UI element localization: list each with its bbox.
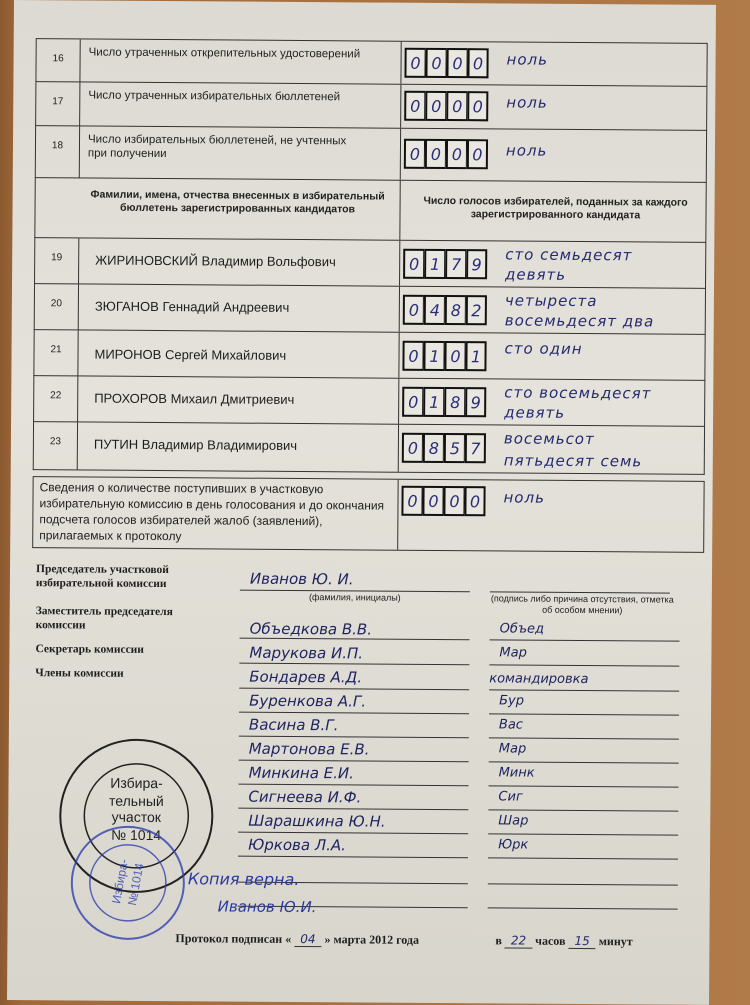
table-row	[35, 38, 707, 87]
member-name: Васина В.Г.	[248, 715, 339, 735]
header-candidates: Фамилии, имена, отчества внесенных в избирательный бюллетень зарегистрированных кандидатов	[90, 188, 385, 216]
footer-hours-label: часов	[535, 933, 566, 948]
digit-box: 0	[467, 91, 488, 121]
table-row	[35, 126, 707, 183]
member-signature: Минк	[498, 765, 535, 781]
member-name: Буренкова А.Г.	[249, 691, 367, 711]
document-page	[7, 0, 716, 1005]
table-row	[35, 82, 707, 131]
digit-box: 0	[446, 139, 467, 169]
stamp-text: № 1014	[124, 861, 147, 907]
digit-box: 2	[466, 295, 487, 325]
stamp-text: № 1014	[111, 826, 162, 844]
members-label: Члены комиссии	[35, 667, 124, 680]
row-number: 21	[34, 330, 78, 375]
stamp-text: тельный	[109, 792, 164, 810]
caption-signature: (подпись либо причина отсутствия, отметка об особом мнении)	[490, 593, 674, 616]
digit-box: 8	[444, 387, 465, 417]
row-label: Число избирательных бюллетеней, не учтенных при получении	[87, 133, 347, 161]
member-name: Объедкова В.В.	[249, 619, 373, 639]
words-line-1: восемьсот	[503, 429, 595, 449]
member-signature: Объед	[499, 621, 545, 637]
stamp-text: участок	[111, 808, 161, 826]
footer-month: » марта 2012 года	[324, 932, 420, 947]
digit-box: 0	[425, 91, 446, 121]
row-number: 16	[36, 39, 80, 81]
footer-minutes-label: минут	[598, 934, 633, 949]
digit-box: 7	[445, 249, 466, 279]
row-number: 19	[35, 238, 79, 283]
member-name: Бондарев А.Д.	[249, 667, 363, 687]
chairman-name: Иванов Ю. И.	[249, 569, 354, 589]
stamp-blue	[67, 822, 188, 943]
words-line-2: девять	[504, 403, 566, 422]
member-signature: Мар	[499, 645, 527, 661]
digit-box: 0	[404, 48, 425, 78]
digit-box: 9	[465, 387, 486, 417]
footer-minutes: 15	[568, 934, 595, 949]
words-line-1: сто один	[504, 339, 583, 358]
digit-box: 0	[446, 48, 467, 78]
member-signature: Шар	[498, 813, 529, 829]
deputy-label: Заместитель председателя комиссии	[35, 605, 173, 632]
caption-name: (фамилия, инициалы)	[308, 592, 401, 603]
footer-day: 04	[294, 932, 321, 947]
digit-box: 0	[467, 48, 488, 78]
candidate-row	[33, 422, 705, 475]
words-line-1: сто восемьдесят	[504, 383, 652, 403]
row-number: 17	[36, 82, 80, 125]
digit-box: 0	[425, 139, 446, 169]
footer-prefix: Протокол подписан «	[175, 931, 292, 946]
candidate-name: МИРОНОВ Сергей Михайлович	[94, 346, 287, 363]
secretary-label: Секретарь комиссии	[35, 643, 145, 656]
digit-box: 0	[402, 433, 423, 463]
digit-box: 9	[466, 249, 487, 279]
digit-box: 1	[423, 387, 444, 417]
member-signature: командировка	[489, 671, 589, 688]
digit-box: 0	[403, 295, 424, 325]
words-line-1: сто семьдесят	[505, 245, 633, 265]
words-line-2: девять	[505, 265, 567, 284]
member-name: Минкина Е.И.	[248, 763, 354, 783]
candidate-row	[33, 330, 705, 381]
row-label: Число утраченных открепительных удостоверений	[88, 46, 361, 61]
candidate-row	[34, 284, 706, 335]
candidate-name: ЖИРИНОВСКИЙ Владимир Вольфович	[95, 252, 336, 270]
digit-box: 0	[404, 139, 425, 169]
value-in-words: ноль	[506, 93, 548, 112]
row-label: Число утраченных избирательных бюллетеней	[88, 89, 341, 104]
row-number: 22	[34, 376, 78, 421]
digit-box: 8	[445, 295, 466, 325]
digit-box: 8	[423, 433, 444, 463]
member-name: Мартонова Е.В.	[248, 739, 370, 759]
stamp-text: Избира-	[109, 858, 131, 905]
member-name: Юркова Л.А.	[248, 835, 347, 855]
words-line-2: пятьдесят семь	[503, 451, 643, 471]
complaints-row	[32, 476, 704, 553]
digit-box: 0	[467, 139, 488, 169]
row-number: 20	[35, 284, 79, 329]
words-line-1: четыреста	[504, 291, 598, 311]
candidate-row	[33, 376, 705, 427]
digit-box: 0	[443, 486, 464, 516]
digit-box: 0	[422, 486, 443, 516]
digit-box: 1	[465, 341, 486, 371]
footer-time	[495, 933, 632, 949]
digit-box: 0	[404, 91, 425, 121]
digit-box: 0	[401, 486, 422, 516]
member-signature: Вас	[498, 717, 524, 733]
footer-hours: 22	[505, 933, 532, 948]
digit-box: 0	[425, 48, 446, 78]
digit-box: 1	[423, 341, 444, 371]
member-signature: Мар	[498, 741, 527, 757]
value-in-words: ноль	[506, 50, 549, 69]
digit-box: 0	[402, 341, 423, 371]
member-signature: Юрк	[498, 837, 529, 853]
copy-certified-note: Копия верна.	[187, 869, 300, 890]
candidate-name: ПУТИН Владимир Владимирович	[93, 436, 298, 453]
digit-box: 0	[444, 341, 465, 371]
words-line-2: восемьдесят два	[504, 311, 655, 331]
digit-box: 0	[464, 486, 485, 516]
footer-at: в	[495, 933, 502, 948]
complaints-label: Сведения о количестве поступивших в участковую избирательную комиссию в день голосования и до окончания подсчета голосов избирателей жалоб (заявлений), прилагаемых к протоколу	[39, 480, 385, 544]
copy-certified-signature: Иванов Ю.И.	[217, 897, 317, 917]
digit-box: 0	[403, 249, 424, 279]
member-signature: Бур	[499, 693, 525, 709]
value-in-words: ноль	[505, 141, 548, 160]
digit-box: 1	[424, 249, 445, 279]
member-name: Марукова И.П.	[249, 643, 364, 663]
stamp-text: Избира-	[110, 774, 163, 792]
header-votes: Число голосов избирателей, поданных за каждого зарегистрированного кандидата	[423, 194, 688, 222]
candidate-row	[34, 238, 706, 289]
member-name: Сигнеева И.Ф.	[248, 787, 362, 807]
digit-box: 0	[402, 387, 423, 417]
digit-box: 4	[424, 295, 445, 325]
member-name: Шарашкина Ю.Н.	[248, 811, 386, 831]
candidate-name: ЗЮГАНОВ Геннадий Андреевич	[94, 298, 290, 315]
footer-signed	[175, 931, 419, 948]
digit-box: 0	[446, 91, 467, 121]
digit-box: 5	[444, 433, 465, 463]
value-in-words: ноль	[503, 488, 546, 507]
candidate-name: ПРОХОРОВ Михаил Дмитриевич	[94, 390, 295, 407]
candidates-header	[34, 178, 706, 243]
chairman-label: Председатель участковой избирательной комиссии	[35, 563, 170, 591]
row-number: 23	[34, 422, 78, 469]
row-number: 18	[36, 126, 80, 177]
member-signature: Сиг	[498, 789, 523, 805]
digit-box: 7	[465, 433, 486, 463]
